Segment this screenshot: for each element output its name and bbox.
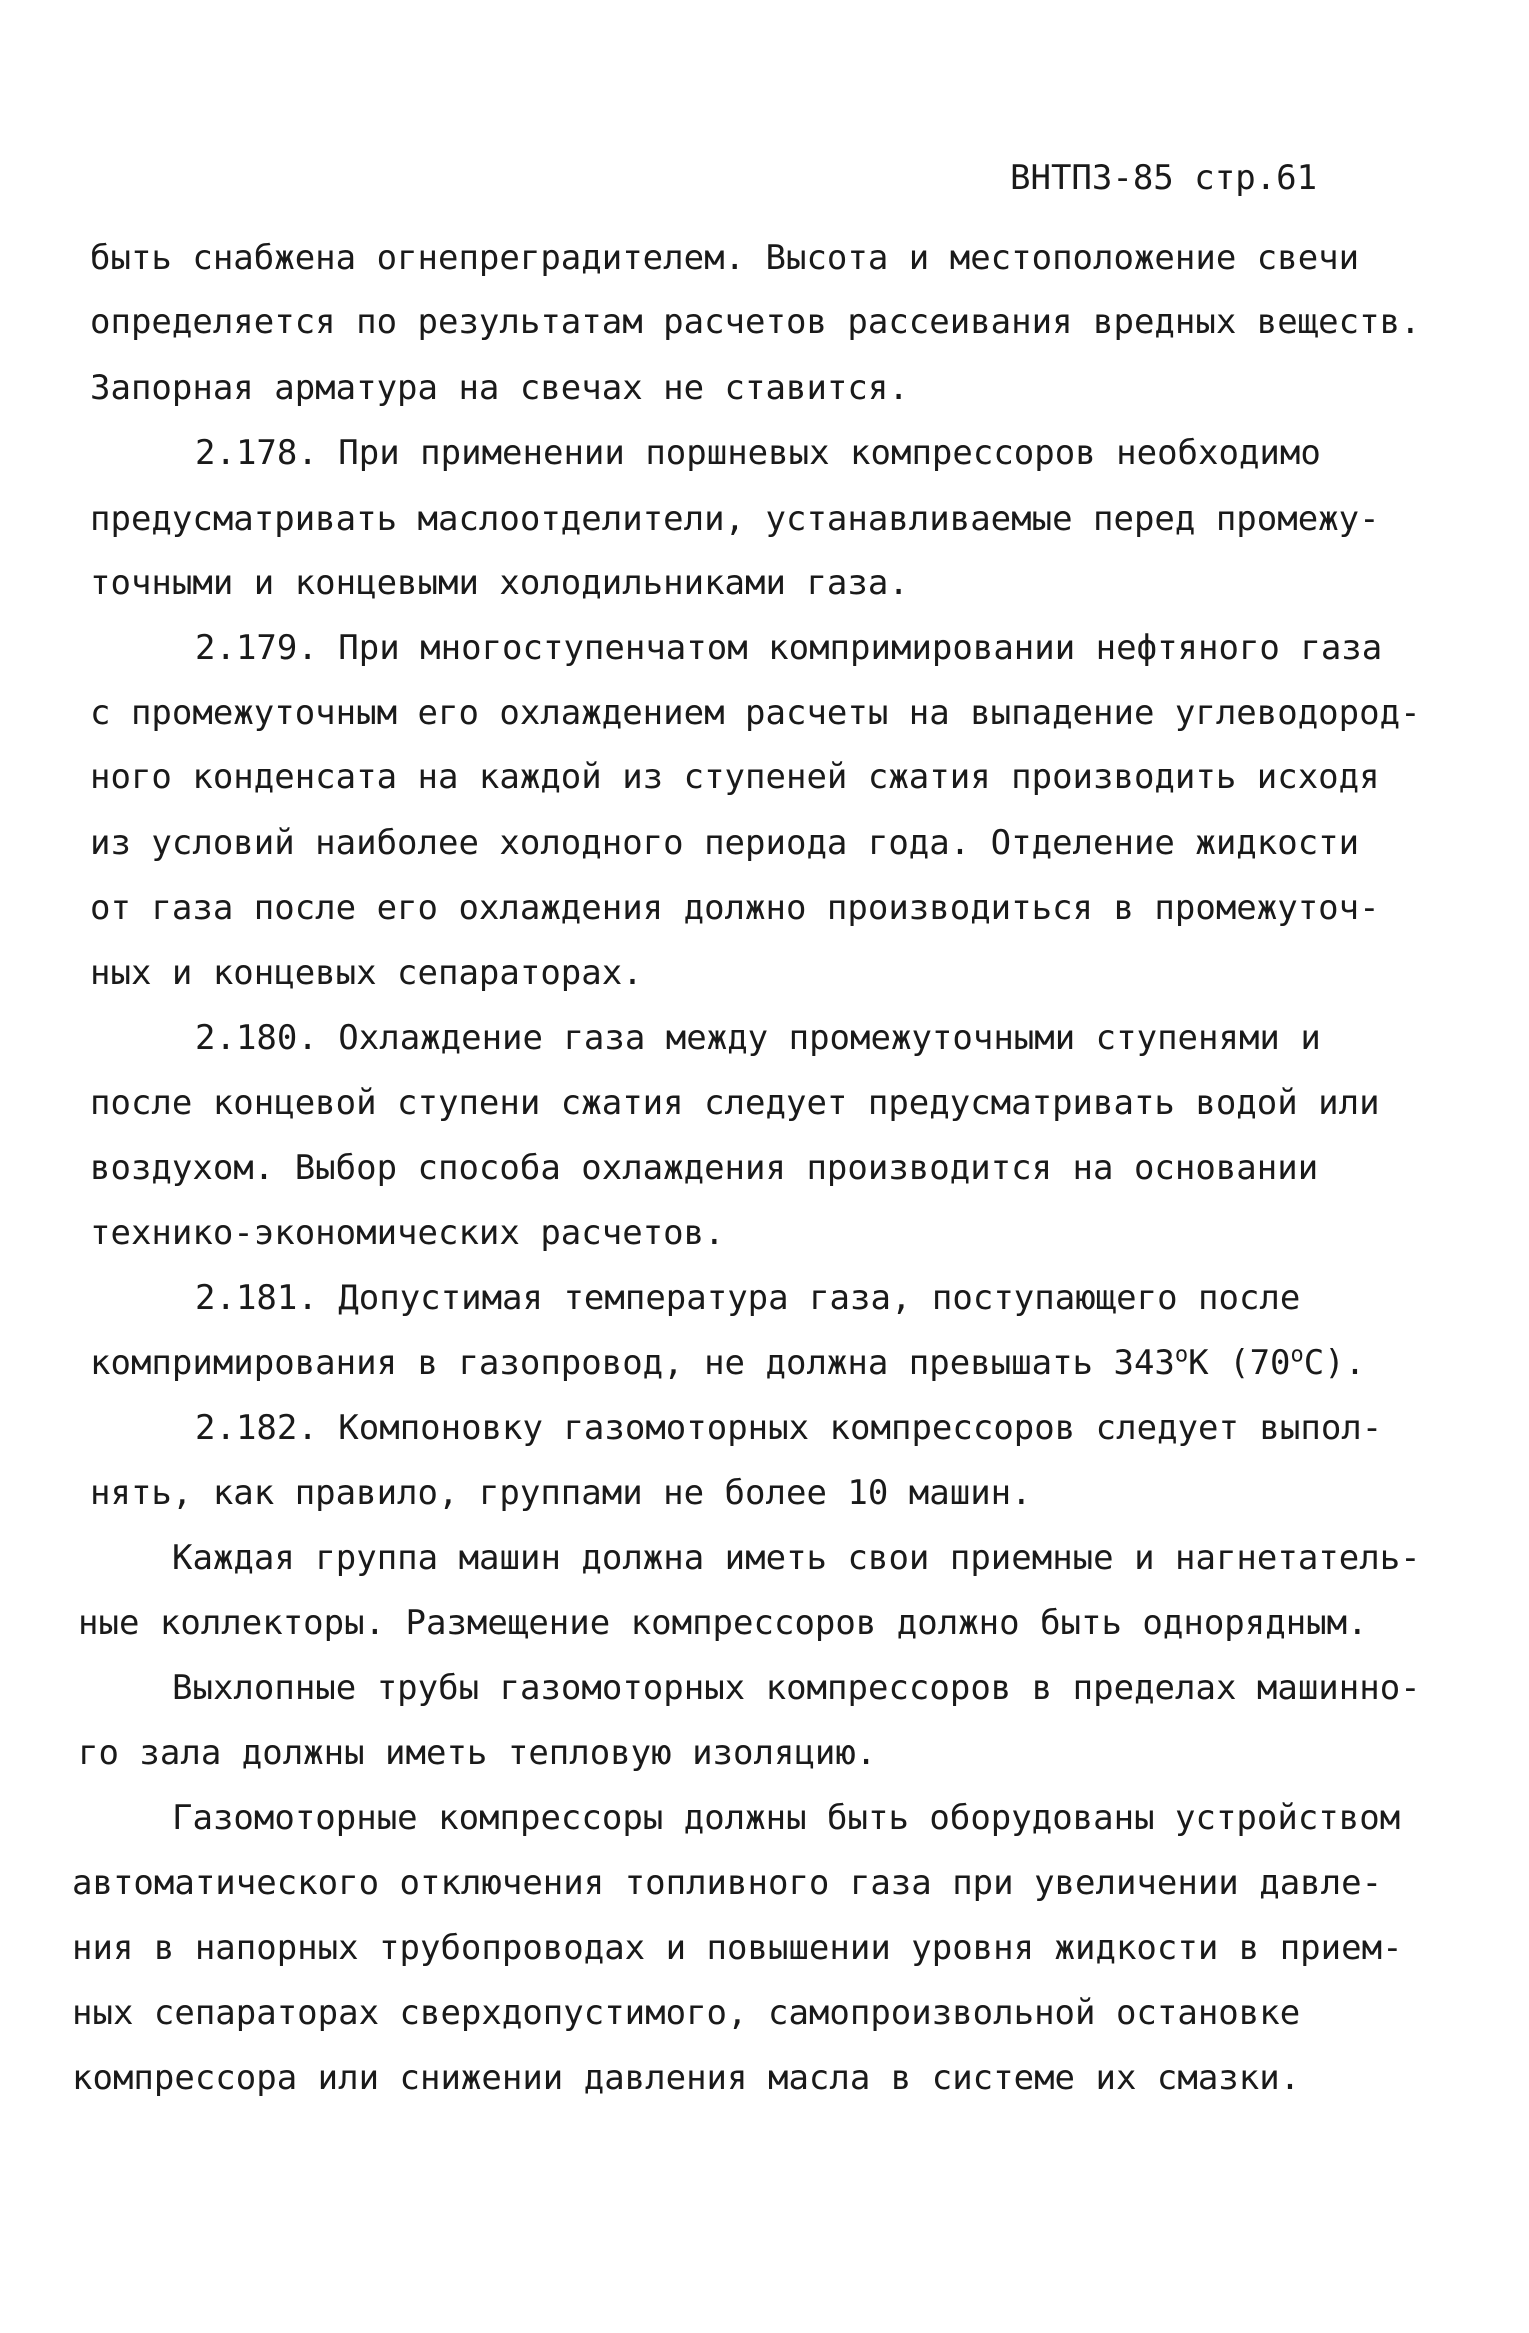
text-line: ных сепараторах сверхдопустимого, самопроизвольной остановке: [72, 1993, 1301, 2033]
text-line: Запорная арматура на свечах не ставится.: [90, 368, 909, 408]
text-line: быть снабжена огнепреградителем. Высота и местоположение свечи: [90, 238, 1360, 278]
text-line: из условий наиболее холодного периода года. Отделение жидкости: [90, 823, 1360, 863]
text-line: определяется по результатам расчетов рассеивания вредных веществ.: [90, 302, 1421, 342]
text-line: ного конденсата на каждой из ступеней сжатия производить исходя: [90, 757, 1380, 797]
text-line: воздухом. Выбор способа охлаждения производится на основании: [90, 1148, 1319, 1188]
paragraph-2-180: 2.180. Охлаждение газа между промежуточными ступенями и: [195, 1018, 1321, 1058]
text-line: с промежуточным его охлаждением расчеты на выпадение углеводород-: [90, 693, 1421, 733]
text-line: нять, как правило, группами не более 10 машин.: [90, 1473, 1032, 1513]
paragraph-2-178: 2.178. При применении поршневых компрессоров необходимо: [195, 433, 1321, 473]
degree-sign: o: [1290, 1342, 1304, 1368]
page-header: [1010, 158, 1317, 198]
text-line: автоматического отключения топливного газа при увеличении давле-: [72, 1863, 1383, 1903]
page-number: стр.61: [1194, 158, 1318, 198]
text-line: после концевой ступени сжатия следует предусматривать водой или: [90, 1083, 1380, 1123]
unit-text: К (70: [1188, 1343, 1291, 1383]
paragraph-2-179: 2.179. При многоступенчатом компримировании нефтяного газа: [195, 628, 1383, 668]
paragraph-2-182: 2.182. Компоновку газомоторных компрессоров следует выпол-: [195, 1408, 1383, 1448]
text-line: от газа после его охлаждения должно производиться в промежуточ-: [90, 888, 1380, 928]
text-line: технико-экономических расчетов.: [90, 1213, 725, 1253]
paragraph: Выхлопные трубы газомоторных компрессоров в пределах машинно-: [172, 1668, 1421, 1708]
text-line: ния в напорных трубопроводах и повышении уровня жидкости в прием-: [72, 1928, 1403, 1968]
paragraph-2-181: 2.181. Допустимая температура газа, поступающего после: [195, 1278, 1301, 1318]
paragraph: Каждая группа машин должна иметь свои приемные и нагнетатель-: [172, 1538, 1421, 1578]
text-line-temperature: [90, 1343, 1365, 1383]
document-code: ВНТП3-85: [1010, 158, 1174, 198]
text-line: точными и концевыми холодильниками газа.: [90, 563, 909, 603]
text-line: го зала должны иметь тепловую изоляцию.: [78, 1733, 877, 1773]
text-line: компримирования в газопровод, не должна превышать 343: [90, 1343, 1175, 1383]
text-line: предусматривать маслоотделители, устанавливаемые перед промежу-: [90, 499, 1380, 539]
text-line: ных и концевых сепараторах.: [90, 953, 643, 993]
paragraph: Газомоторные компрессоры должны быть оборудованы устройством: [172, 1798, 1401, 1838]
text-line: компрессора или снижении давления масла в системе их смазки.: [72, 2058, 1301, 2098]
unit-text: С).: [1303, 1343, 1366, 1383]
text-line: ные коллекторы. Размещение компрессоров должно быть однорядным.: [78, 1603, 1368, 1643]
degree-sign: o: [1174, 1342, 1189, 1368]
